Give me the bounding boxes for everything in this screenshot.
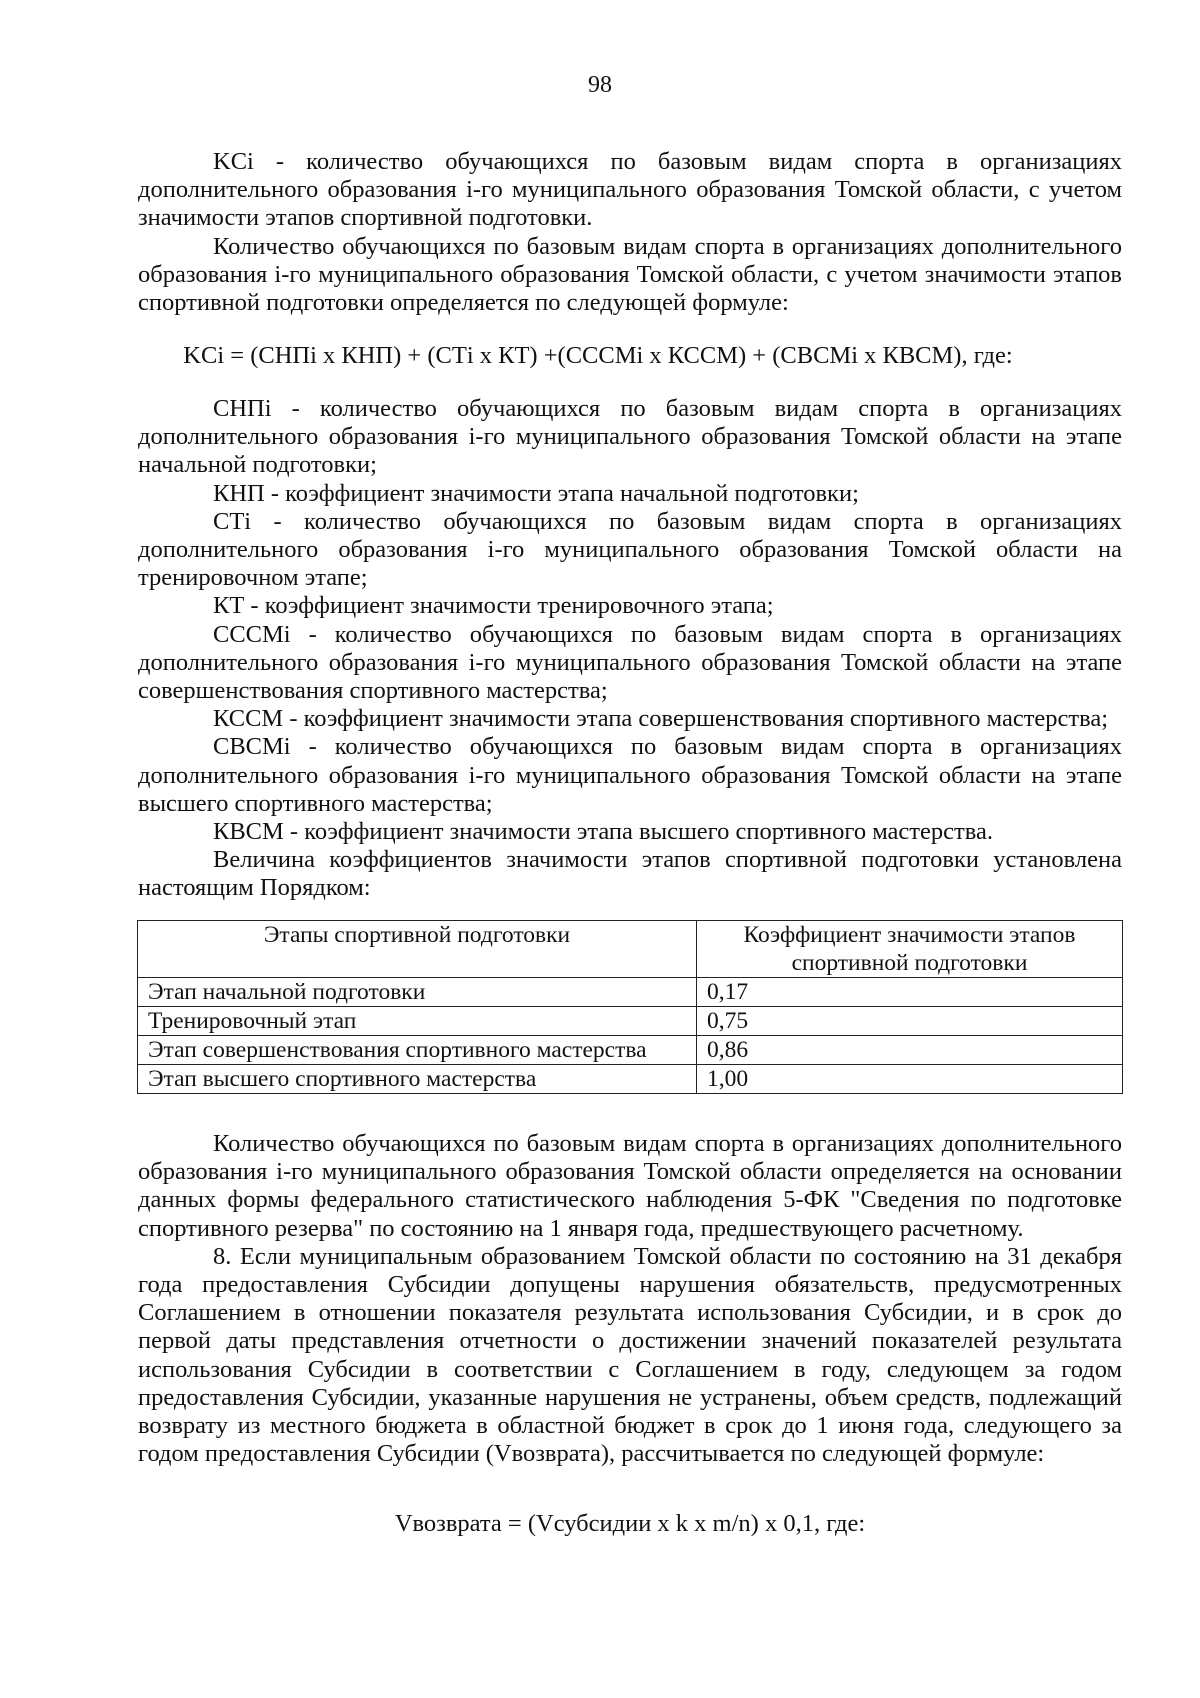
table-cell-value: 0,75: [697, 1007, 1123, 1036]
ksi-definition: KCi - количество обучающихся по базовым видам спорта в организациях дополнительного образования i-го муниципального образования Томской области, с учетом значимости этапов спортивной подготовки.: [138, 148, 1122, 232]
table-cell-stage: Тренировочный этап: [138, 1007, 697, 1036]
table-row: [138, 978, 1123, 1007]
definition-sssm: СССМi - количество обучающихся по базовым видам спорта в организациях дополнительного образования i-го муниципального образования Томской области на этапе совершенствования спортивного мастерства;: [138, 620, 1122, 705]
table-cell-stage: Этап высшего спортивного мастерства: [138, 1065, 697, 1094]
after-table-paragraph: Количество обучающихся по базовым видам спорта в организациях дополнительного образования i-го муниципального образования Томской области определяется на основании данных формы федерального статистического наблюдения 5-ФК "Сведения по подготовке спортивного резерва" по состоянию на 1 января года, предшествующего расчетному.: [138, 1130, 1122, 1242]
intro-block: [138, 148, 1122, 317]
table-cell-value: 1,00: [697, 1065, 1123, 1094]
table-cell-value: 0,17: [697, 978, 1123, 1007]
coefficients-established: Величина коэффициентов значимости этапов спортивной подготовки установлена настоящим Порядком:: [138, 846, 1122, 902]
definition-snp: СНПi - количество обучающихся по базовым видам спорта в организациях дополнительного образования i-го муниципального образования Томской области на этапе начальной подготовки;: [138, 395, 1122, 479]
ksi-calculation-text: Количество обучающихся по базовым видам спорта в организациях дополнительного образования i-го муниципального образования Томской области, с учетом значимости этапов спортивной подготовки определяется по следующей формуле:: [138, 232, 1122, 317]
coefficients-table: [137, 920, 1123, 1094]
table-row: [138, 1007, 1123, 1036]
table-row: [138, 1036, 1123, 1065]
definition-svsm: СВСМi - количество обучающихся по базовым видам спорта в организациях дополнительного образования i-го муниципального образования Томской области на этапе высшего спортивного мастерства;: [138, 733, 1122, 817]
definition-st: СТi - количество обучающихся по базовым видам спорта в организациях дополнительного образования i-го муниципального образования Томской области на тренировочном этапе;: [138, 507, 1122, 592]
table-cell-stage: Этап начальной подготовки: [138, 978, 697, 1007]
table-row: [138, 1065, 1123, 1094]
definition-kt: КТ - коэффициент значимости тренировочного этапа;: [213, 592, 774, 620]
table-header-row: [138, 921, 1123, 978]
closing-block: [138, 1130, 1122, 1468]
definition-kssm: КССМ - коэффициент значимости этапа совершенствования спортивного мастерства;: [213, 705, 1109, 733]
page-number: 98: [588, 72, 612, 98]
table-header-coefficient: Коэффициент значимости этапов спортивной подготовки: [697, 921, 1123, 978]
table-cell-stage: Этап совершенствования спортивного мастерства: [138, 1036, 697, 1065]
definition-knp: КНП - коэффициент значимости этапа начальной подготовки;: [213, 479, 859, 507]
clause-8-paragraph: 8. Если муниципальным образованием Томской области по состоянию на 31 декабря года предоставления Субсидии допущены нарушения обязательств, предусмотренных Соглашением в отношении показателя результата использования Субсидии, и в срок до первой даты представления отчетности о достижении значений показателей результата использования Субсидии в соответствии с Соглашением в году, следующем за годом предоставления Субсидии, указанные нарушения не устранены, объем средств, подлежащий возврату из местного бюджета в областной бюджет в срок до 1 июня года, следующего за годом предоставления Субсидии (Vвозврата), рассчитывается по следующей формуле:: [138, 1242, 1122, 1468]
definitions-block: [138, 395, 1122, 903]
formula-return: Vвозврата = (Vсубсидии x k x m/n) x 0,1, где:: [394, 1510, 866, 1537]
table-cell-value: 0,86: [697, 1036, 1123, 1065]
formula-ksi: KCi = (СНПi x КНП) + (СТi x КТ) +(СССМi x КССМ) + (СВСМi x КВСМ), где:: [183, 342, 1013, 369]
table-header-stage: Этапы спортивной подготовки: [138, 921, 697, 978]
definition-kvsm: КВСМ - коэффициент значимости этапа высшего спортивного мастерства.: [213, 818, 993, 846]
